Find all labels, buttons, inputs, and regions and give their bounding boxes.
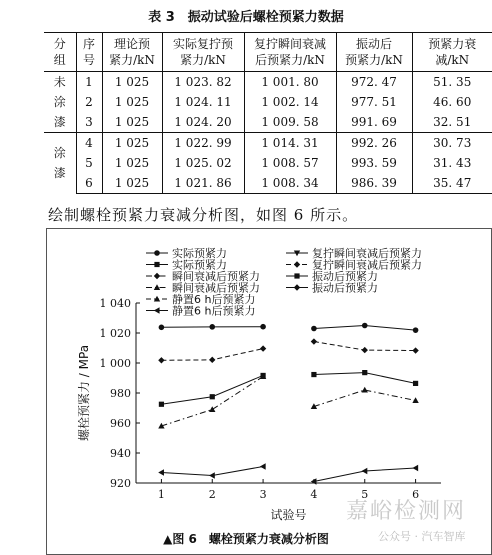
x-tick-label: 1 (157, 488, 165, 501)
table-cell: 30. 73 (412, 133, 492, 154)
table-cell: 32. 51 (433, 115, 472, 129)
body-paragraph: 绘制螺栓预紧力衰减分析图，如图 6 所示。 (48, 206, 359, 224)
header-theory-preload: 理论预 紧力/kN (102, 33, 162, 72)
legend-marker (294, 284, 300, 290)
data-point (362, 387, 368, 393)
table-cell: 31. 43 (433, 156, 472, 170)
y-tick-label: 1 040 (99, 297, 131, 310)
table-cell: 986. 39 (336, 173, 412, 194)
legend-marker (154, 262, 159, 267)
data-point (412, 397, 418, 403)
table-row (44, 153, 492, 173)
table-cell: 991. 69 (336, 112, 412, 133)
data-point (158, 469, 164, 475)
table-cell: 1 001. 80 (244, 72, 336, 93)
data-point (260, 324, 266, 330)
watermark-source: 公众号 · 汽车智库 (378, 530, 466, 543)
table-cell: 2 (76, 92, 102, 112)
table-cell: 1 025 (102, 173, 162, 194)
header-group: 分 组 (44, 33, 76, 72)
legend-label: 复拧瞬间衰减后预紧力 (312, 247, 422, 260)
table-header (44, 33, 492, 72)
y-axis-label: 螺栓预紧力 / MPa (77, 344, 91, 442)
data-point (209, 324, 215, 330)
table-cell: 3 (76, 112, 102, 133)
preload-decay-chart (46, 228, 492, 528)
table-cell: 993. 59 (336, 153, 412, 173)
data-point (413, 381, 418, 386)
y-tick-label: 1 000 (99, 357, 131, 370)
legend-marker (154, 250, 160, 256)
data-point (260, 463, 266, 469)
legend-marker (154, 273, 160, 279)
data-point (159, 325, 165, 331)
x-tick-label: 4 (310, 488, 318, 501)
table-row (44, 72, 492, 93)
table-cell: 1 008. 34 (244, 173, 336, 194)
table-row (44, 112, 492, 133)
legend-label: 复拧瞬间衰减后预紧力 (312, 258, 422, 272)
legend-marker (154, 284, 160, 290)
header-actual-retorque-preload: 实际复拧预 紧力/kN (162, 33, 244, 72)
x-tick-label: 3 (259, 488, 267, 501)
data-point (209, 472, 215, 478)
y-tick-label: 960 (110, 417, 131, 430)
legend-label: 实际预紧力 (172, 247, 227, 260)
data-point (209, 357, 215, 363)
table-cell: 1 025 (102, 92, 162, 112)
data-point (260, 345, 266, 351)
data-point (159, 402, 164, 407)
y-tick-label: 1 020 (99, 327, 131, 340)
legend-label: 实际预紧力 (172, 258, 227, 272)
group-label-painted: 涂 漆 (44, 133, 76, 194)
data-point (362, 468, 368, 474)
header-index: 序 号 (76, 33, 102, 72)
header-after-vibration: 振动后 预紧力/kN (336, 33, 412, 72)
table-cell: 1 024. 11 (162, 92, 244, 112)
table-caption: 表 3 振动试验后螺栓预紧力数据 (148, 10, 344, 25)
data-point (412, 465, 418, 471)
x-tick-label: 6 (412, 488, 420, 501)
preload-data-table (44, 32, 492, 194)
legend-marker (154, 307, 160, 313)
table-cell: 35. 47 (412, 173, 492, 194)
data-point (209, 406, 215, 412)
table-cell: 1 009. 58 (244, 112, 336, 133)
table-row (44, 133, 492, 154)
table-cell: 1 002. 14 (244, 92, 336, 112)
table-cell: 1 025 (102, 72, 162, 93)
data-point (158, 357, 164, 363)
legend-label: 瞬间衰减后预紧力 (172, 281, 260, 295)
table-cell: 1 008. 57 (244, 153, 336, 173)
table-cell: 992. 26 (336, 133, 412, 154)
data-point (210, 394, 215, 399)
series-line (161, 377, 263, 427)
x-tick-label: 5 (361, 488, 369, 501)
data-point (311, 326, 317, 332)
table-cell: 4 (76, 133, 102, 154)
table-cell: 1 023. 82 (162, 72, 244, 93)
data-point (362, 370, 367, 375)
data-point (311, 372, 316, 377)
legend-marker (294, 261, 300, 267)
y-tick-label: 980 (110, 387, 131, 400)
legend-label: 振动后预紧力 (312, 281, 378, 295)
series-line (161, 375, 263, 404)
table-row (44, 92, 492, 112)
table-row (44, 173, 492, 194)
table-cell: 1 022. 99 (162, 133, 244, 154)
table-cell: 1 024. 20 (162, 112, 244, 133)
legend-label: 静置6 h后预紧力 (172, 293, 256, 306)
figure-caption: ▲图 6 螺栓预紧力衰减分析图 (163, 532, 329, 546)
table-cell: 1 025. 02 (162, 153, 244, 173)
legend-marker (294, 273, 299, 278)
x-axis-label: 试验号 (270, 508, 307, 522)
header-after-instant-decay: 复拧瞬间衰减 后预紧力/kN (244, 33, 336, 72)
table-cell: 1 014. 31 (244, 133, 336, 154)
header-preload-decay: 预紧力衰 减/kN (412, 33, 492, 72)
table-cell: 5 (76, 153, 102, 173)
legend-label: 静置6 h后预紧力 (172, 304, 256, 318)
table-cell: 1 021. 86 (162, 173, 244, 194)
table-cell: 51. 35 (433, 75, 472, 89)
table-cell: 1 025 (102, 153, 162, 173)
data-point (412, 347, 418, 353)
table-cell: 1 (76, 72, 102, 93)
data-point (362, 347, 368, 353)
y-tick-label: 920 (110, 477, 131, 490)
legend-label: 瞬间衰减后预紧力 (172, 270, 260, 283)
table-cell: 6 (76, 173, 102, 194)
data-point (362, 323, 368, 329)
table-cell: 1 025 (102, 133, 162, 154)
data-point (413, 327, 419, 333)
legend-label: 振动后预紧力 (312, 270, 378, 283)
data-point (311, 338, 317, 344)
group-label-unpainted: 未 涂 漆 (44, 72, 76, 133)
watermark-logo: 嘉峪检测网 (346, 499, 467, 524)
table-cell: 977. 51 (336, 92, 412, 112)
x-tick-label: 2 (208, 488, 216, 501)
table-cell: 1 025 (102, 112, 162, 133)
y-tick-label: 940 (110, 447, 131, 460)
table-cell: 46. 60 (433, 95, 472, 109)
table-cell: 972. 47 (336, 72, 412, 93)
